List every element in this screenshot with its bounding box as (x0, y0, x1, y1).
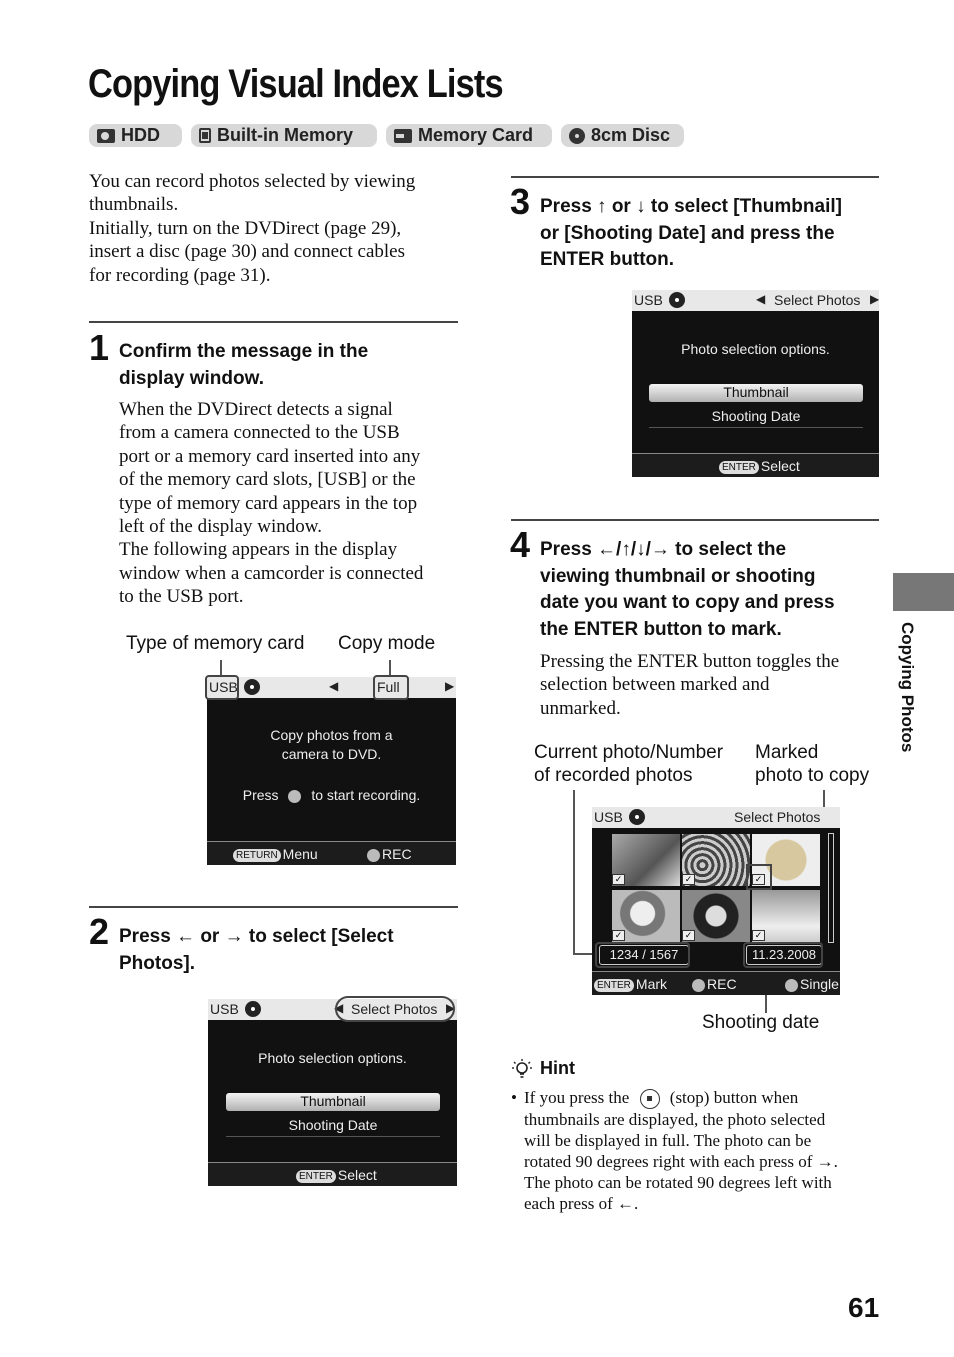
callout-select-photos (335, 996, 455, 1022)
step3-number: 3 (510, 181, 531, 222)
callout-date (743, 942, 823, 968)
display-window-copy (207, 677, 456, 865)
side-tab-label: Copying Photos (898, 622, 917, 753)
page-title: Copying Visual Index Lists (88, 62, 503, 106)
disc-icon (629, 809, 645, 825)
hdd-icon (97, 129, 115, 143)
photo-counter: 1234 / 1567 (599, 945, 689, 965)
screen-message: Copy photos from a camera to DVD. (270, 727, 393, 762)
checkbox-icon[interactable]: ✓ (612, 930, 625, 941)
step4-body: Pressing the ENTER button toggles the selection between marked and unmarked. (540, 651, 840, 719)
usb-indicator: USB (594, 809, 623, 825)
label-marked-photo: Marked photo to copy (755, 742, 870, 786)
intro-text: You can record photos selected by viewing thumbnails. Initially, turn on the DVDirect (page 29), insert a disc (page 30) and connect cables for recording (page 31). (89, 171, 416, 286)
usb-indicator: USB (210, 1001, 239, 1017)
usb-indicator: USB (209, 679, 238, 695)
mode-value: Select Photos (734, 809, 821, 825)
step3-rule (511, 176, 879, 178)
step1-rule (89, 321, 458, 323)
disc-icon (669, 292, 685, 308)
step1-number: 1 (89, 327, 110, 368)
rec-icon (367, 849, 380, 862)
screen-message: Photo selection options. (681, 341, 830, 357)
option-thumbnail[interactable]: Thumbnail (226, 1093, 440, 1111)
page-number: 61 (848, 1292, 880, 1323)
side-tab (893, 573, 954, 611)
arrow-left-icon: ◀ (756, 292, 766, 306)
mode-value: Select Photos (351, 1001, 438, 1017)
checkbox-icon[interactable]: ✓ (612, 874, 625, 885)
screen-bottom-bar (592, 971, 840, 995)
lightbulb-icon (511, 1058, 533, 1080)
callout-counter (595, 942, 690, 968)
hint-text: If you press the (stop) button when thumbnails are displayed, the photo selected will be displayed in full. The photo can be rotated 90 degrees right with each press of →. The photo can be rotated 90 degrees left with each press of ←. (524, 1088, 838, 1214)
screen-top-bar (632, 290, 879, 311)
arrow-right-icon: ▶ (870, 292, 879, 306)
menu-hint: RETURN Menu (233, 846, 318, 862)
option-shooting-date[interactable]: Shooting Date (288, 1117, 378, 1133)
disc-icon (244, 679, 260, 695)
arrow-right-icon: ▶ (445, 679, 455, 693)
tag-8cm-disc: 8cm Disc (561, 124, 684, 147)
step1-heading: Confirm the message in the display window. (119, 341, 369, 389)
checkbox-icon[interactable]: ✓ (752, 930, 765, 941)
step3-heading: Press ↑ or ↓ to select [Thumbnail] or [Shooting Date] and press the ENTER button. (540, 196, 842, 270)
rec-icon (692, 979, 705, 992)
select-hint: ENTER Select (296, 1167, 377, 1183)
hint-title: Hint (540, 1058, 575, 1078)
label-current-photo: Current photo/Number of recorded photos (534, 742, 724, 786)
single-hint: Single (785, 976, 839, 992)
step2-heading: Press ← or → to select [Select Photos]. (119, 926, 394, 974)
disc-icon (569, 128, 585, 144)
callout-usb (205, 675, 239, 700)
step1-body: When the DVDirect detects a signal from a camera connected to the USB port or a memory card inserted into any of the memory card slots, [USB] or the type of memory card appears in the top left of the display window. The following appears in the display window when a camcorder is connected to the USB port. (119, 399, 424, 608)
rec-hint: REC (367, 846, 412, 862)
step2-rule (89, 906, 458, 908)
hint-bullet: • (511, 1088, 517, 1107)
callout-line (573, 790, 575, 955)
rec-button-icon (288, 790, 301, 803)
label-copy-mode: Copy mode (338, 633, 436, 654)
tag-hdd: HDD (89, 124, 182, 147)
screen-bottom-bar (207, 841, 456, 865)
select-hint: ENTER Select (719, 458, 800, 474)
stop-button-icon (640, 1089, 660, 1109)
checkbox-icon[interactable]: ✓ (682, 930, 695, 941)
arrow-right-icon: ▶ (446, 1001, 456, 1015)
usb-indicator: USB (634, 292, 663, 308)
rec-hint: REC (692, 976, 737, 992)
display-window-select-photos-2 (632, 290, 879, 477)
step4-rule (511, 519, 879, 521)
step4-heading: Press ←/↑/↓/→ to select the viewing thumbnail or shooting date you want to copy and press the ENTER button to mark. (540, 539, 835, 640)
memory-chip-icon (199, 128, 211, 143)
checkbox-icon[interactable]: ✓ (682, 874, 695, 885)
tag-built-in-memory: Built-in Memory (191, 124, 377, 147)
label-type-of-memory-card: Type of memory card (126, 633, 305, 654)
screen-message: Photo selection options. (258, 1050, 407, 1066)
tag-memory-card: Memory Card (386, 124, 552, 147)
disc-icon (245, 1001, 261, 1017)
mark-hint: ENTER Mark (594, 976, 667, 992)
option-divider (649, 427, 863, 428)
option-divider (226, 1136, 440, 1137)
screen-top-bar (592, 807, 840, 828)
mode-value: Select Photos (774, 292, 861, 308)
screen-press-instruction: Press to start recording. (242, 787, 421, 803)
display-window-select-photos (208, 999, 457, 1186)
step2-number: 2 (89, 911, 110, 952)
screen-top-bar (207, 677, 456, 698)
shooting-date-value: 11.23.2008 (746, 945, 822, 965)
copy-mode-value: Full (377, 679, 400, 695)
option-thumbnail[interactable]: Thumbnail (649, 384, 863, 402)
option-shooting-date[interactable]: Shooting Date (711, 408, 801, 424)
label-shooting-date: Shooting date (702, 1012, 820, 1033)
step4-number: 4 (510, 524, 531, 565)
screen-bottom-bar (208, 1162, 457, 1186)
callout-line (389, 660, 391, 676)
callout-mode (373, 675, 409, 700)
screen-bottom-bar (632, 453, 879, 477)
checkbox-icon[interactable]: ✓ (752, 874, 765, 885)
stop-icon (785, 979, 798, 992)
scrollbar[interactable] (828, 833, 834, 943)
arrow-left-icon: ◀ (334, 1001, 344, 1015)
callout-marked (746, 864, 772, 890)
memory-card-icon (394, 129, 412, 143)
arrow-left-icon: ◀ (329, 679, 339, 693)
